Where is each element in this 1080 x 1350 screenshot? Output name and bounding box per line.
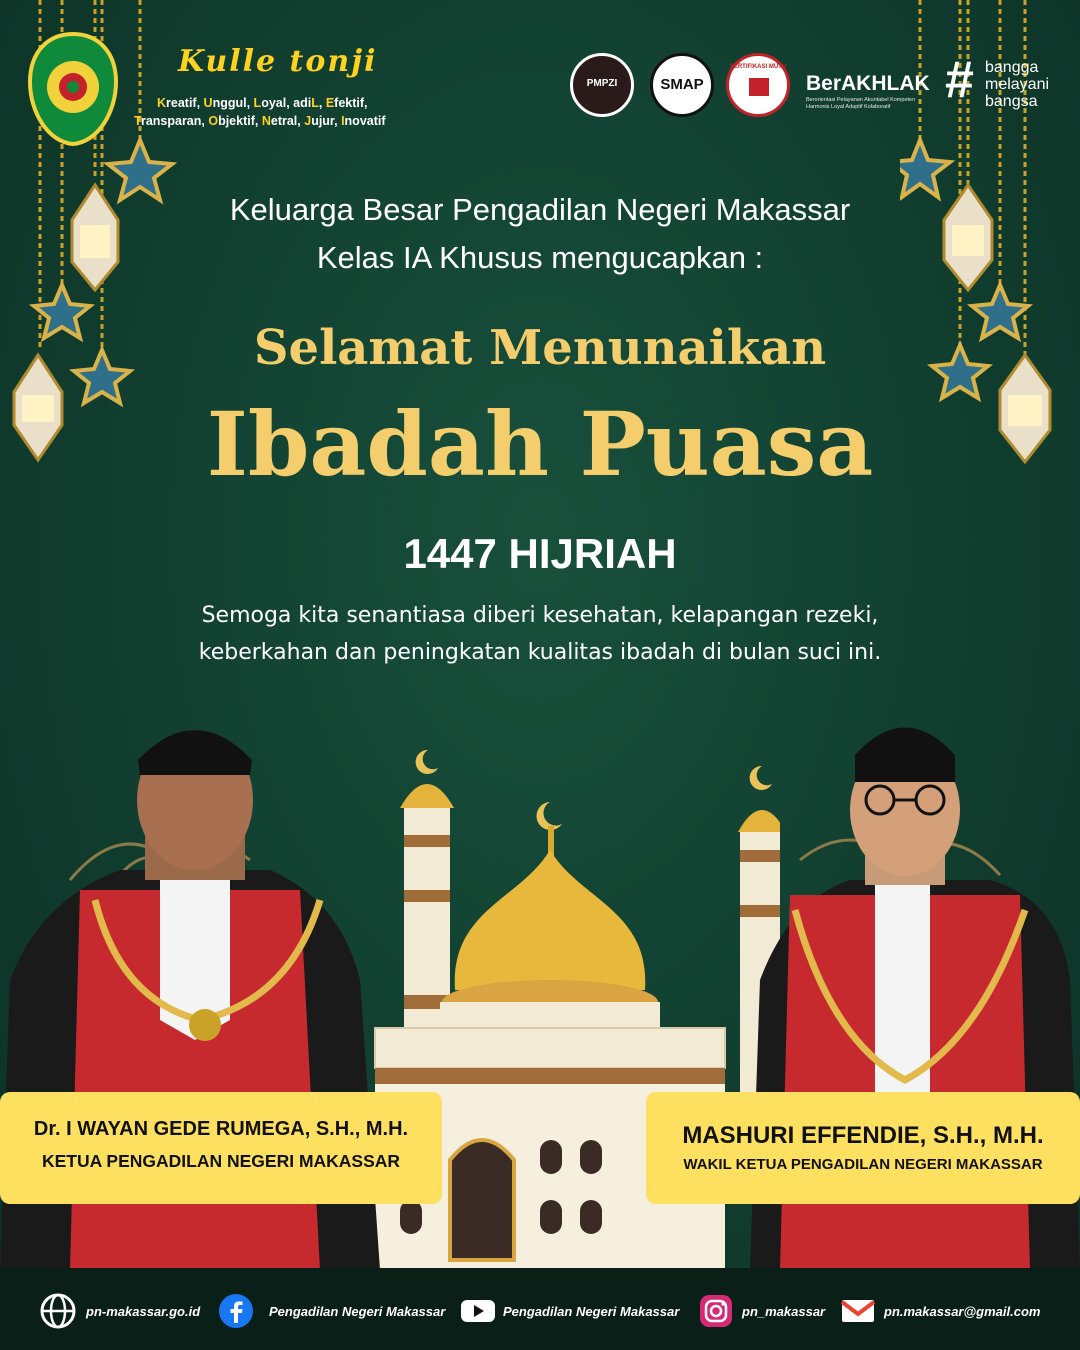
motto-initial: T xyxy=(134,114,141,128)
motto-word: bjektif, xyxy=(218,114,262,128)
smap-badge xyxy=(650,53,714,117)
motto-word: etral, xyxy=(270,114,305,128)
motto-initial: N xyxy=(261,114,271,128)
youtube-link[interactable]: Pengadilan Negeri Makassar xyxy=(503,1304,680,1319)
facebook-icon xyxy=(218,1293,254,1329)
motto-title: Kulle tonji xyxy=(178,44,378,79)
leader-2-title: WAKIL KETUA PENGADILAN NEGERI MAKASSAR xyxy=(683,1156,1043,1173)
globe-icon xyxy=(40,1293,76,1329)
motto-word: ransparan, xyxy=(140,114,209,128)
youtube-icon xyxy=(460,1293,496,1329)
berakhlak-logo: BerAKHLAK xyxy=(806,72,930,95)
motto-initial: I xyxy=(341,114,345,128)
motto-initial: L xyxy=(311,96,319,110)
motto-initial: K xyxy=(157,96,167,110)
motto-initial: O xyxy=(208,114,219,128)
selamat-heading: Selamat Menunaikan xyxy=(253,320,827,376)
website-link[interactable]: pn-makassar.go.id xyxy=(86,1304,201,1319)
motto-initial: U xyxy=(203,96,213,110)
motto-initial: E xyxy=(325,96,335,110)
motto-line xyxy=(157,96,368,110)
leader-2-name: MASHURI EFFENDIE, S.H., M.H. xyxy=(682,1122,1044,1149)
wish-line: Semoga kita senantiasa diberi kesehatan, kelapangan rezeki, xyxy=(201,603,879,628)
smap-label: SMAP xyxy=(660,76,704,93)
star-icon xyxy=(108,140,172,200)
sertifikasi-label: SERTIFIKASI MUTU xyxy=(729,64,787,70)
motto-initial: L xyxy=(253,96,262,110)
bangga-word: bangga xyxy=(985,59,1039,76)
footer-bar xyxy=(0,1268,1080,1350)
sertifikasi-badge xyxy=(726,53,790,117)
greeting-line: Kelas IA Khusus mengucapkan : xyxy=(316,240,764,275)
motto-word: , xyxy=(318,96,326,110)
building-icon xyxy=(749,78,769,96)
pmpzi-label: PMPZI xyxy=(586,78,618,89)
pmpzi-badge xyxy=(570,53,634,117)
star-icon xyxy=(900,140,950,197)
instagram-link[interactable]: pn_makassar xyxy=(742,1304,826,1319)
hijri-year: 1447 HIJRIAH xyxy=(403,530,677,577)
bangga-word: bangsa xyxy=(985,93,1038,110)
motto-line xyxy=(134,114,386,128)
email-link[interactable]: pn.makassar@gmail.com xyxy=(884,1304,1041,1319)
gmail-icon xyxy=(840,1293,876,1329)
instagram-icon xyxy=(698,1293,734,1329)
court-logo xyxy=(28,32,118,146)
motto-word: nggul, xyxy=(212,96,254,110)
wish-line: keberkahan dan peningkatan kualitas ibadah di bulan suci ini. xyxy=(198,640,882,665)
motto-word: ujur, xyxy=(311,114,342,128)
leader-2-name-box xyxy=(646,1092,1080,1204)
leader-1-name-box xyxy=(0,1092,442,1204)
ibadah-puasa-heading: Ibadah Puasa xyxy=(206,392,874,496)
berakhlak-tagline: Berorientasi Pelayanan Akuntabel Kompeten Harmonis Loyal Adaptif Kolaboratif xyxy=(806,97,916,110)
facebook-link[interactable]: Pengadilan Negeri Makassar xyxy=(269,1304,446,1319)
leader-1-title: KETUA PENGADILAN NEGERI MAKASSAR xyxy=(41,1151,401,1171)
bangga-word: melayani xyxy=(985,76,1050,93)
motto-initial: J xyxy=(304,114,312,128)
greeting-line: Keluarga Besar Pengadilan Negeri Makassar xyxy=(229,192,851,227)
hashtag-icon: # xyxy=(945,51,974,109)
motto-word: reatif, xyxy=(166,96,204,110)
leader-1-name: Dr. I WAYAN GEDE RUMEGA, S.H., M.H. xyxy=(33,1118,409,1140)
motto-word: novatif xyxy=(344,114,386,128)
motto-word: fektif, xyxy=(334,96,368,110)
motto-word: oyal, adi xyxy=(261,96,312,110)
